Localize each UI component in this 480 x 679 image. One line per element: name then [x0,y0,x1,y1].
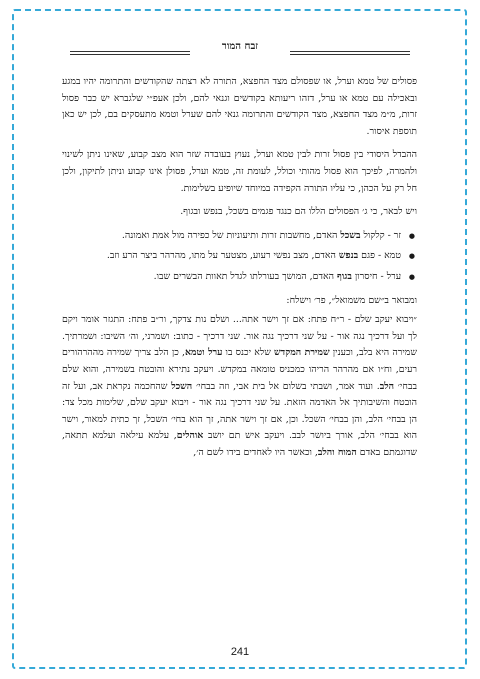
bullet-item-tame [62,248,401,265]
bullet-text: האדם, המושך בעורלתו לגדל תאוות הבשרים שבו. [153,270,337,282]
bullet-keyword: בגוף [336,270,352,282]
bullet-keyword: בשכל [340,229,361,241]
quote-bold: ערל וטמא [184,347,223,359]
quote-text: , כן הלב צריך שמירה מההרהורים רעים, וח״ו אם מהרהר הריהו כמכניס טומאה במקדש. ויעקב נתירא והובטח בשמירה, והוא שלם בבחי׳ [62,347,417,392]
bullet-list [62,228,417,286]
paragraph-1: פסולים של טמא וערל, או שפסולם מצד החפצא, התורה לא רצתה שהקודשים והתרומה יהיו במגע ובאכילה עם טמא או ערל, דזהו ריעותא בקודשים וגנאי להם, ולכן אעפ״י שלגברא יש כבר פסול זרות, מ״מ מצד החפצא, מצד הקודשים והתרומה גנאי להם שערל וטמא מתעסקים בם, לכן יש כאן תוספת איסור. [62,76,417,137]
quote-paragraph [62,312,417,461]
quote-text: , עלמא עילאה ועלמא תתאה, שדוגמתם באדם [62,430,417,458]
quote-text: . ועוד אמר, ושבתי בשלום אל בית אבי, וזה בבחי׳ [192,380,380,392]
bullet-text: זר - קלקול [360,229,401,241]
quote-text: , וכאשר היו לאחדים בידו לשם ה׳, [193,446,318,458]
quote-text: שהחכמה נקראת אב, ועל זה הובטח והשיבותיך אל האדמה הזאת. על שני דרכיך נגה אור - ויבוא יעקב שלם, שלימות מכל צד: הן בבחי׳ הלב, והן בבחי׳ השכל. וכן, אם זך וישר אתה, זך הוא בחי׳ השכל, זך כתית למאור, וישר הוא בבחי׳ הלב, אורך ביושר לבב. ויעקב איש תם יושב [62,380,417,442]
quote-bold: הלב [379,380,394,392]
paragraph-2: ההבדל היסודי בין פסול זרות לבין טמא וערל, נעוץ בעובדה שזר הוא מצב קבוע, שאינו ניתן לשינוי ולהמרה, לפיכך הוא פסול מהותי וכולל, לעומת זה, טמא וערל, פסולן אינו קבוע וניתן לתיקון, ולכן חל רק על הכהן, כי עליו התורה הקפידה במיוחד שיופיע בשלימות. [62,149,417,194]
quote-text: שלא יכנס בו [222,347,275,359]
page-number: 241 [230,646,250,658]
citation-line: ומבואר ב״שם משמואל״, פר׳ וישלח: [286,294,417,306]
running-header [70,39,410,65]
header-rule-right [290,51,410,52]
quote-text: ״ויבוא יעקב שלם - ר״ח פתח: אם זך וישר אתה... ושלם נות צדקך, ור״ב פתח: התגזר אומר ויקם לך ועל דרכיך נגה אור - על שני דרכיך נגה אור. שני דרכיך - כתוב: ושמרני, וה׳ השיבו: ושמרתיך. שמירה היא בלב, וכענין [62,314,417,359]
bullet-item-arel [62,269,401,286]
bullet-keyword: בנפש [338,250,359,262]
quote-bold: שמירת המקדש [274,347,330,359]
quote-bold: השכל [171,380,193,392]
quote-bold: אוהלים [176,430,204,442]
main-text [62,74,417,624]
bullet-item-zar [62,228,401,245]
bullet-text: ערל - חיסרון [351,270,401,282]
paragraph-3: ויש לבאר, כי ג׳ הפסולים הללו הם כנגד פגמים בשכל, בנפש ובגוף. [180,206,417,218]
bullet-text: האדם, מחשבות זרות ותיעוניות של כפירה מול אמת ואמונה. [121,229,341,241]
header-title: זבח המור [221,41,259,52]
bullet-text: טמא - פגם [358,250,401,262]
quote-bold: המוח והלב [317,446,357,458]
bullet-text: האדם, מצב נפשי רעוע, מצטער על מתו, מהרהר ביצר הרע וזב. [106,250,339,262]
